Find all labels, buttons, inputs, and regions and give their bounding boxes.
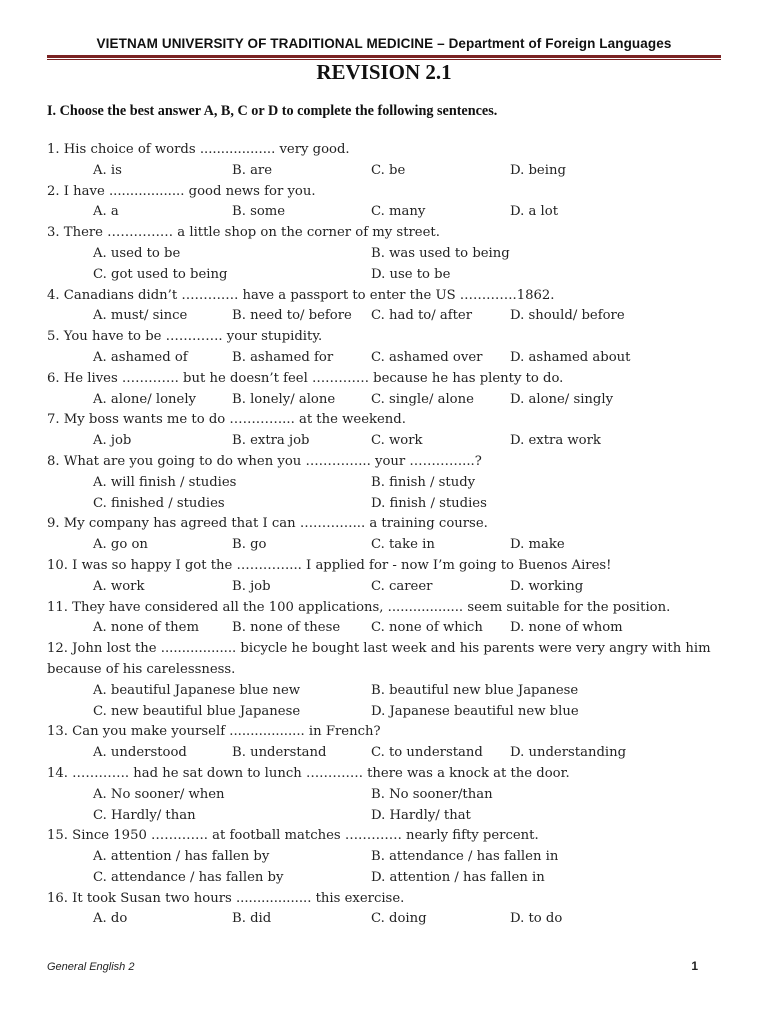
answer-option: B. ashamed for: [232, 349, 334, 365]
answer-option: C. finished / studies: [93, 495, 225, 511]
answer-option: A. job: [93, 433, 132, 449]
answer-option: C. got used to being: [93, 266, 228, 282]
answer-options: [47, 306, 721, 327]
question-text: 6. He lives …………. but he doesn’t feel …………. because he has plenty to do.: [47, 370, 564, 386]
answer-option: B. go: [232, 537, 267, 553]
question-text: 3. There …………… a little shop on the corner of my street.: [47, 225, 440, 241]
question-text: 1. His choice of words .................. very good.: [47, 142, 350, 157]
answer-option: A. a: [93, 204, 119, 220]
question-text: 10. I was so happy I got the …………... I applied for - now I’m going to Buenos Aires!: [47, 557, 612, 573]
question-text: 7. My boss wants me to do …………... at the weekend.: [47, 412, 406, 428]
answer-options: [47, 244, 721, 265]
answer-option: C. ashamed over: [371, 349, 483, 365]
question-text: 2. I have .................. good news for you.: [47, 183, 316, 199]
answer-option: B. none of these: [232, 620, 341, 636]
answer-option: A. attention / has fallen by: [93, 849, 270, 865]
answer-option: A. go on: [93, 537, 148, 553]
answer-option: D. make: [510, 537, 565, 553]
question-text: 16. It took Susan two hours .................. this exercise.: [47, 890, 405, 906]
document-header: VIETNAM UNIVERSITY OF TRADITIONAL MEDICINE – Department of Foreign Languages: [96, 36, 672, 51]
answer-option: D. extra work: [510, 433, 601, 449]
question-list: [47, 140, 721, 930]
answer-option: C. be: [371, 162, 406, 178]
answer-option: D. being: [510, 162, 566, 178]
answer-option: C. had to/ after: [371, 308, 473, 324]
answer-option: D. attention / has fallen in: [371, 869, 545, 885]
answer-option: D. should/ before: [510, 308, 625, 324]
page-title: REVISION 2.1: [316, 60, 452, 84]
answer-option: B. was used to being: [371, 245, 510, 261]
answer-option: D. Hardly/ that: [371, 807, 471, 823]
question-text: 13. Can you make yourself .................. in French?: [47, 724, 381, 740]
question-text: 14. …………. had he sat down to lunch …………. there was a knock at the door.: [47, 765, 570, 781]
answer-option: D. finish / studies: [371, 495, 487, 511]
answer-options: [47, 473, 721, 494]
answer-option: D. to do: [510, 911, 563, 927]
answer-option: A. No sooner/ when: [93, 786, 225, 802]
answer-option: C. new beautiful blue Japanese: [93, 703, 301, 719]
answer-options: [47, 535, 721, 556]
answer-options: [47, 577, 721, 598]
answer-option: C. none of which: [371, 620, 483, 636]
answer-option: B. finish / study: [371, 474, 476, 490]
answer-options: [47, 785, 721, 806]
answer-option: D. ashamed about: [510, 349, 631, 365]
question-text: 9. My company has agreed that I can …………... a training course.: [47, 516, 488, 532]
answer-options: [47, 743, 721, 764]
answer-option: A. understood: [93, 745, 187, 761]
answer-options: [47, 909, 721, 930]
answer-options: [47, 702, 721, 723]
footer-course-name: General English 2: [47, 961, 135, 973]
answer-option: B. some: [232, 204, 286, 220]
answer-options: [47, 265, 721, 286]
answer-option: C. work: [371, 433, 423, 449]
answer-option: B. attendance / has fallen in: [371, 849, 559, 865]
answer-option: B. job: [232, 578, 271, 594]
answer-option: B. need to/ before: [232, 308, 352, 324]
answer-options: [47, 618, 721, 639]
question-text: 8. What are you going to do when you …………... your …………...?: [47, 453, 482, 469]
answer-option: B. are: [232, 162, 273, 178]
answer-options: [47, 348, 721, 369]
answer-option: D. alone/ singly: [510, 391, 614, 407]
answer-option: B. did: [232, 911, 272, 927]
answer-options: [47, 390, 721, 411]
answer-option: A. do: [93, 911, 128, 927]
answer-option: A. none of them: [93, 620, 199, 636]
answer-option: A. will finish / studies: [93, 474, 237, 490]
answer-option: C. single/ alone: [371, 391, 474, 407]
question-text: 4. Canadians didn’t …………. have a passport to enter the US ………….1862.: [47, 287, 555, 303]
answer-option: C. many: [371, 204, 426, 220]
answer-options: [47, 868, 721, 889]
question-text: 5. You have to be …………. your stupidity.: [47, 329, 323, 345]
answer-options: [47, 847, 721, 868]
answer-option: C. doing: [371, 911, 427, 927]
answer-option: A. ashamed of: [93, 349, 188, 365]
answer-option: D. understanding: [510, 745, 627, 761]
answer-option: A. work: [93, 578, 145, 594]
answer-options: [47, 431, 721, 452]
answer-options: [47, 494, 721, 515]
answer-option: C. to understand: [371, 745, 483, 761]
answer-option: D. Japanese beautiful new blue: [371, 703, 579, 719]
section-instruction: I. Choose the best answer A, B, C or D to complete the following sentences.: [47, 103, 498, 119]
answer-option: A. is: [93, 162, 122, 178]
answer-option: B. extra job: [232, 433, 310, 449]
answer-options: [47, 161, 721, 182]
answer-option: C. career: [371, 578, 433, 594]
header-rule-thick: [47, 55, 721, 58]
answer-option: C. take in: [371, 537, 435, 553]
answer-option: B. understand: [232, 745, 327, 761]
answer-option: D. none of whom: [510, 620, 623, 636]
answer-option: A. must/ since: [93, 308, 188, 324]
answer-option: A. alone/ lonely: [93, 391, 196, 407]
page-number: 1: [691, 959, 698, 973]
question-text: 15. Since 1950 …………. at football matches …………. nearly fifty percent.: [47, 828, 539, 844]
answer-option: D. working: [510, 578, 584, 594]
answer-option: D. use to be: [371, 266, 451, 282]
answer-option: D. a lot: [510, 204, 558, 220]
answer-option: A. beautiful Japanese blue new: [93, 682, 301, 698]
answer-option: B. No sooner/than: [371, 786, 493, 802]
answer-option: B. beautiful new blue Japanese: [371, 682, 579, 698]
answer-option: C. attendance / has fallen by: [93, 869, 284, 885]
answer-option: C. Hardly/ than: [93, 807, 196, 823]
question-text: 11. They have considered all the 100 applications, .................. seem suitable for the position.: [47, 599, 671, 615]
answer-options: [47, 202, 721, 223]
answer-option: A. used to be: [93, 245, 181, 261]
answer-option: B. lonely/ alone: [232, 391, 336, 407]
question-text: 12. John lost the .................. bicycle he bought last week and his parents were very angry with him because of his carelessness.: [47, 641, 711, 677]
answer-options: [47, 806, 721, 827]
answer-options: [47, 681, 721, 702]
